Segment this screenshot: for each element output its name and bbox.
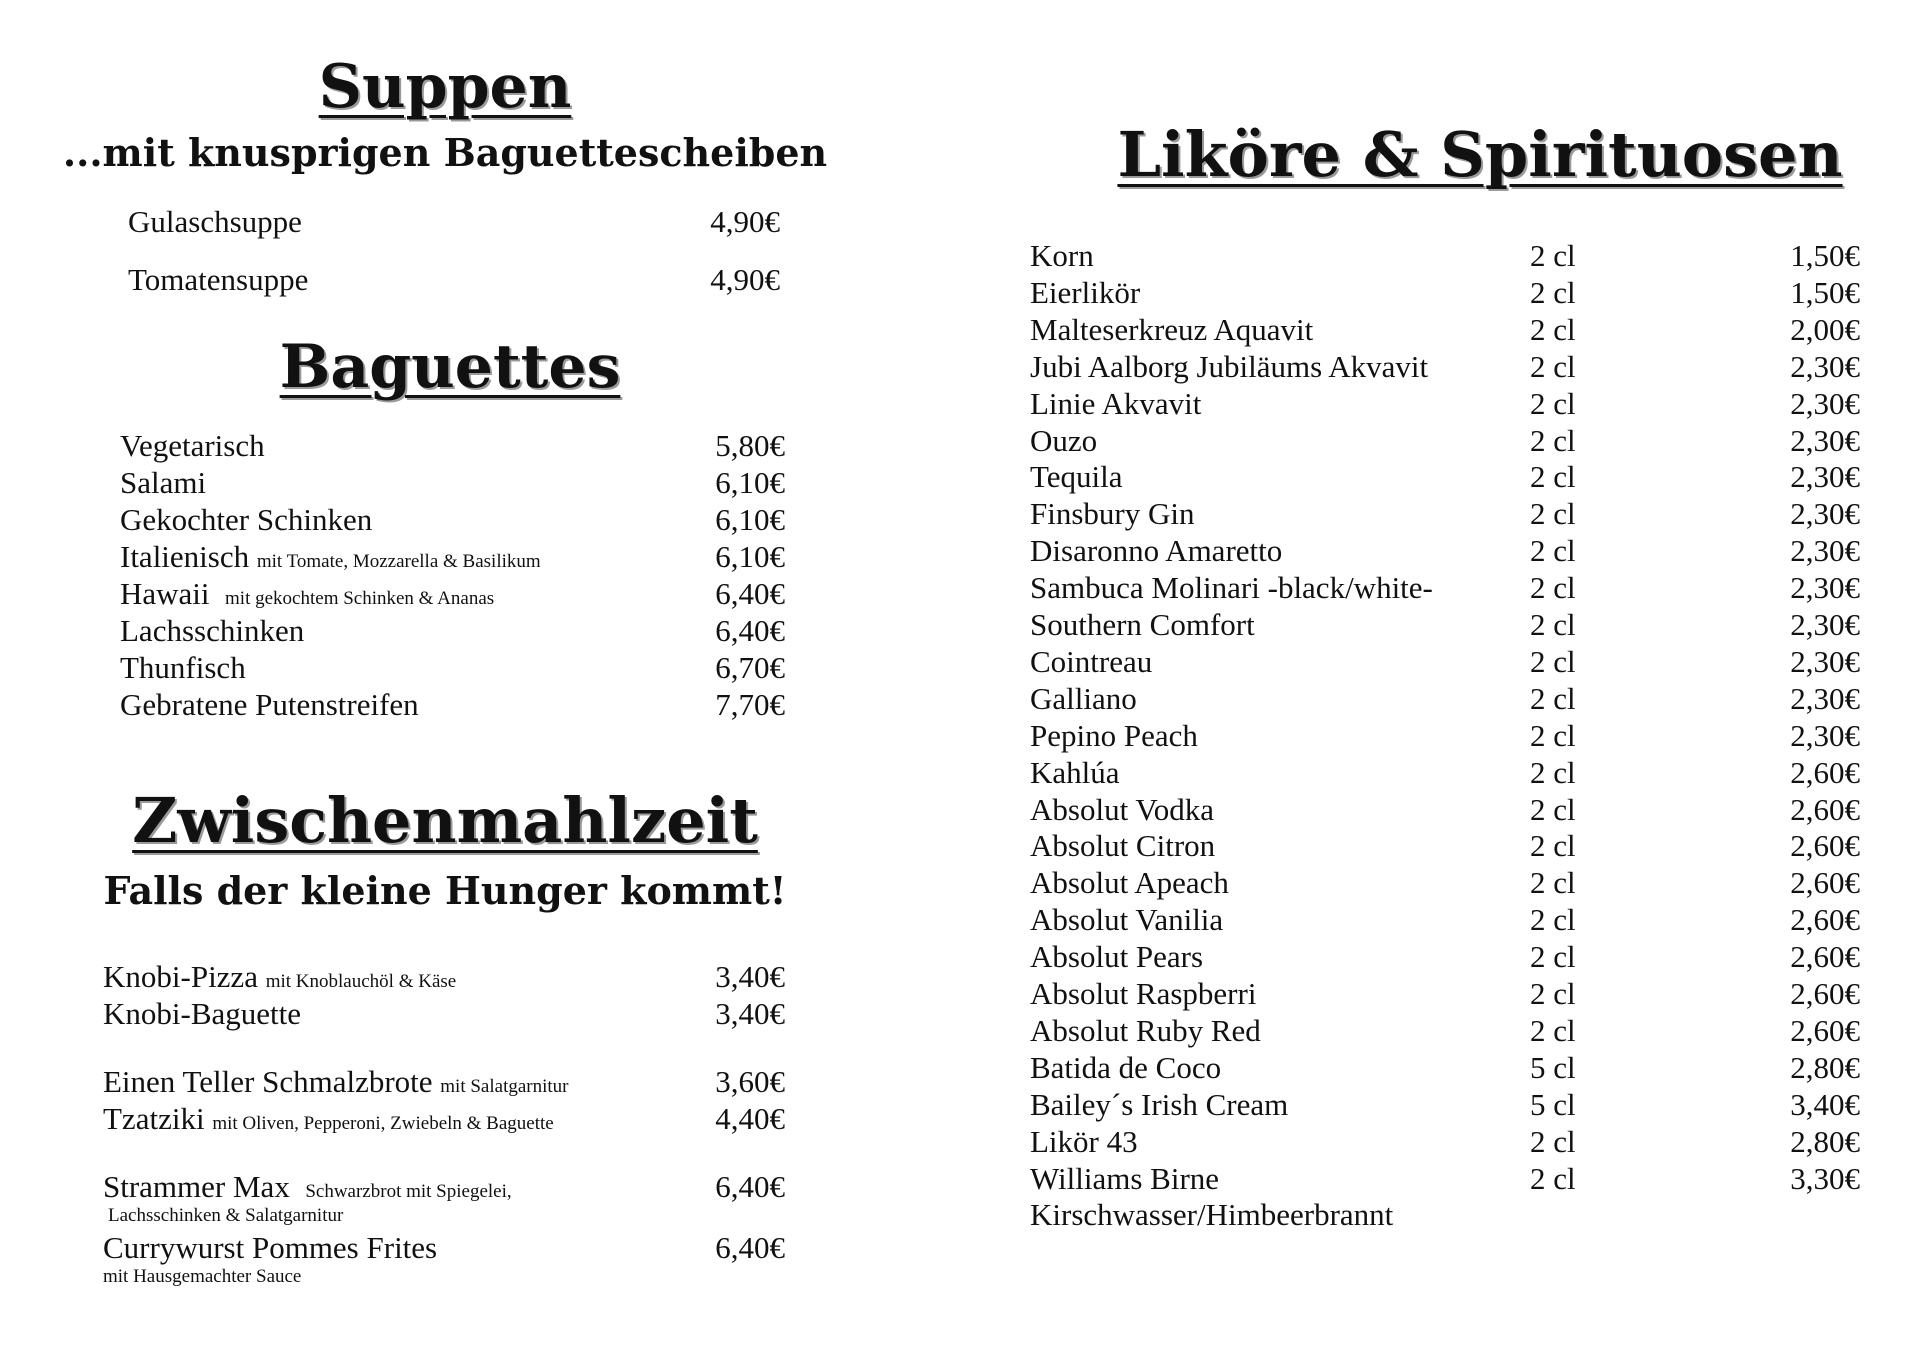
menu-item-name: Gekochter Schinken bbox=[120, 502, 373, 537]
spirit-row bbox=[1030, 975, 1860, 1012]
spirit-row bbox=[1030, 1012, 1860, 1049]
spirit-name: Absolut Ruby Red bbox=[1030, 1012, 1261, 1048]
spirit-row bbox=[1030, 901, 1860, 938]
spirit-row bbox=[1030, 274, 1860, 311]
menu-item-price: 6,40€ bbox=[715, 1230, 785, 1265]
spirit-row bbox=[1030, 348, 1860, 385]
spirit-row bbox=[1030, 569, 1860, 606]
spirit-size: 2 cl bbox=[1530, 1123, 1576, 1159]
spirit-size: 2 cl bbox=[1530, 238, 1576, 273]
spirit-price: 2,30€ bbox=[1790, 459, 1860, 495]
menu-item-name: Gebratene Putenstreifen bbox=[120, 687, 419, 722]
menu-item-name: Tzatziki mit Oliven, Pepperoni, Zwiebeln & Baguette bbox=[103, 1101, 554, 1136]
spirit-price: 2,60€ bbox=[1790, 791, 1860, 827]
suppen-heading: Suppen bbox=[318, 52, 572, 122]
spirit-name: Pepino Peach bbox=[1030, 717, 1198, 753]
menu-item-name: Knobi-Pizza mit Knoblauchöl & Käse bbox=[103, 959, 457, 994]
spirit-size: 2 cl bbox=[1530, 570, 1576, 606]
spirit-row bbox=[1030, 385, 1860, 422]
spirit-size: 2 cl bbox=[1530, 865, 1576, 901]
menu-item-price: 6,70€ bbox=[715, 650, 785, 685]
spirit-row bbox=[1030, 1086, 1860, 1123]
spirit-size: 2 cl bbox=[1530, 754, 1576, 790]
spirit-name: Malteserkreuz Aquavit bbox=[1030, 311, 1314, 347]
menu-item-price: 3,60€ bbox=[715, 1064, 785, 1099]
spirit-row bbox=[1030, 495, 1860, 532]
spirit-row bbox=[1030, 643, 1860, 680]
spirit-price: 2,80€ bbox=[1790, 1049, 1860, 1085]
menu-item-name: Vegetarisch bbox=[120, 428, 265, 463]
spirit-price: 2,60€ bbox=[1790, 1012, 1860, 1048]
spirit-name: Likör 43 bbox=[1030, 1123, 1138, 1159]
spirit-price: 2,30€ bbox=[1790, 643, 1860, 679]
spirit-size: 2 cl bbox=[1530, 680, 1576, 716]
spirit-price: 1,50€ bbox=[1790, 274, 1860, 310]
menu-item-note: mit Tomate, Mozzarella & Basilikum bbox=[256, 551, 541, 572]
spirit-name: Williams Birne bbox=[1030, 1160, 1220, 1196]
spirit-price: 2,60€ bbox=[1790, 902, 1860, 938]
menu-item-price: 6,40€ bbox=[715, 1169, 785, 1204]
spirit-name: Eierlikör bbox=[1030, 274, 1141, 310]
spirit-row bbox=[1030, 680, 1860, 717]
spirit-row bbox=[1030, 754, 1860, 791]
spirit-name: Tequila bbox=[1030, 459, 1123, 495]
spirit-name: Kirschwasser/Himbeerbrannt bbox=[1030, 1197, 1394, 1233]
spirit-name: Kahlúa bbox=[1030, 754, 1120, 790]
spirit-row bbox=[1030, 532, 1860, 569]
spirit-name: Southern Comfort bbox=[1030, 607, 1255, 642]
spirit-name: Korn bbox=[1030, 238, 1094, 273]
menu-item-price: 3,40€ bbox=[715, 959, 785, 994]
spirit-row bbox=[1030, 1160, 1860, 1197]
menu-item-note: Lachsschinken & Salatgarnitur bbox=[108, 1205, 344, 1226]
spirit-row bbox=[1030, 311, 1860, 348]
spirit-size: 2 cl bbox=[1530, 459, 1576, 495]
spirit-price: 2,00€ bbox=[1790, 311, 1860, 347]
spirit-name: Absolut Citron bbox=[1030, 828, 1216, 864]
spirit-name: Absolut Pears bbox=[1030, 939, 1204, 975]
spirit-row bbox=[1030, 717, 1860, 754]
menu-item-price: 4,90€ bbox=[710, 262, 780, 297]
spirit-price: 2,30€ bbox=[1790, 385, 1860, 421]
menu-item-name: Salami bbox=[120, 465, 207, 500]
spirit-size: 2 cl bbox=[1530, 607, 1576, 642]
spirit-name: Galliano bbox=[1030, 680, 1137, 716]
menu-item-name: Hawaii mit gekochtem Schinken & Ananas bbox=[120, 576, 495, 611]
spirit-price: 2,30€ bbox=[1790, 422, 1860, 458]
spirit-size: 5 cl bbox=[1530, 1086, 1576, 1122]
spirit-size: 2 cl bbox=[1530, 311, 1576, 347]
menu-item-price: 3,40€ bbox=[715, 996, 785, 1031]
spirit-name: Finsbury Gin bbox=[1030, 496, 1195, 532]
spirit-size: 2 cl bbox=[1530, 1160, 1576, 1196]
spirit-price: 2,30€ bbox=[1790, 570, 1860, 606]
menu-item-price: 7,70€ bbox=[715, 687, 785, 722]
spirit-size: 2 cl bbox=[1530, 902, 1576, 938]
spirit-size: 5 cl bbox=[1530, 1049, 1576, 1085]
spirit-price: 2,30€ bbox=[1790, 348, 1860, 384]
spirit-name: Jubi Aalborg Jubiläums Akvavit bbox=[1030, 348, 1429, 384]
spirit-size: 2 cl bbox=[1530, 791, 1576, 827]
spirit-name: Ouzo bbox=[1030, 422, 1098, 458]
spirit-name: Absolut Apeach bbox=[1030, 865, 1229, 901]
menu-item-name: Strammer Max Schwarzbrot mit Spiegelei, bbox=[103, 1169, 512, 1204]
spirit-name: Absolut Vanilia bbox=[1030, 902, 1224, 938]
spirit-price: 2,60€ bbox=[1790, 754, 1860, 790]
spirit-price: 2,30€ bbox=[1790, 533, 1860, 569]
baguettes-heading: Baguettes bbox=[279, 332, 621, 402]
menu-item-price: 6,40€ bbox=[715, 576, 785, 611]
menu-item-name: Einen Teller Schmalzbrote mit Salatgarnitur bbox=[103, 1064, 569, 1099]
menu-item-name: Lachsschinken bbox=[120, 613, 305, 648]
zwischen-subtitle: Falls der kleine Hunger kommt! bbox=[103, 868, 787, 913]
spirit-row bbox=[1030, 606, 1860, 643]
spirit-price: 2,60€ bbox=[1790, 976, 1860, 1011]
spirit-size: 2 cl bbox=[1530, 1012, 1576, 1048]
spirit-row bbox=[1030, 237, 1860, 274]
spirits-heading: Liköre & Spirituosen bbox=[1117, 118, 1843, 191]
menu-item-name: Knobi-Baguette bbox=[103, 996, 302, 1031]
spirit-size: 2 cl bbox=[1530, 828, 1576, 864]
spirit-name: Linie Akvavit bbox=[1030, 385, 1202, 421]
spirit-price: 2,60€ bbox=[1790, 939, 1860, 975]
spirit-size: 2 cl bbox=[1530, 533, 1576, 569]
menu-item-note: Schwarzbrot mit Spiegelei, bbox=[305, 1181, 512, 1202]
menu-item-price: 4,90€ bbox=[710, 204, 780, 239]
spirit-row bbox=[1030, 1049, 1860, 1086]
spirit-price: 2,60€ bbox=[1790, 828, 1860, 864]
menu-item-note: mit Knoblauchöl & Käse bbox=[265, 971, 457, 992]
spirit-row bbox=[1030, 938, 1860, 975]
menu-item-name: Gulaschsuppe bbox=[128, 204, 302, 239]
spirit-price: 2,80€ bbox=[1790, 1123, 1860, 1159]
suppen-subtitle: ...mit knusprigen Baguettescheiben bbox=[62, 130, 828, 175]
zwischen-heading: Zwischenmahlzeit bbox=[132, 784, 758, 857]
spirit-size: 2 cl bbox=[1530, 717, 1576, 753]
spirit-price: 2,60€ bbox=[1790, 865, 1860, 901]
spirit-row bbox=[1030, 864, 1860, 901]
spirit-name: Sambuca Molinari -black/white- bbox=[1030, 570, 1433, 606]
menu-item-note: mit Hausgemachter Sauce bbox=[103, 1266, 302, 1287]
menu-item-name: Italienisch mit Tomate, Mozzarella & Basilikum bbox=[120, 539, 541, 574]
spirit-price: 2,30€ bbox=[1790, 680, 1860, 716]
menu-item-note: mit gekochtem Schinken & Ananas bbox=[225, 588, 495, 609]
spirit-name: Absolut Vodka bbox=[1030, 791, 1215, 827]
spirit-row bbox=[1030, 422, 1860, 459]
menu-item-note: mit Oliven, Pepperoni, Zwiebeln & Baguette bbox=[212, 1113, 554, 1134]
spirit-size: 2 cl bbox=[1530, 274, 1576, 310]
spirit-name: Absolut Raspberri bbox=[1030, 976, 1257, 1011]
spirit-name: Batida de Coco bbox=[1030, 1049, 1222, 1085]
spirit-price: 1,50€ bbox=[1790, 238, 1860, 273]
menu-item-price: 6,10€ bbox=[715, 502, 785, 537]
spirit-name: Disaronno Amaretto bbox=[1030, 533, 1283, 569]
menu-item-note: mit Salatgarnitur bbox=[440, 1076, 569, 1097]
menu-item-price: 6,10€ bbox=[715, 465, 785, 500]
spirit-size: 2 cl bbox=[1530, 496, 1576, 532]
spirit-row bbox=[1030, 827, 1860, 864]
spirit-size: 2 cl bbox=[1530, 422, 1576, 458]
menu-item-name: Tomatensuppe bbox=[128, 262, 309, 297]
spirit-price: 2,30€ bbox=[1790, 607, 1860, 642]
spirit-name: Bailey´s Irish Cream bbox=[1030, 1086, 1289, 1122]
spirit-row bbox=[1030, 1123, 1860, 1160]
spirit-price: 2,30€ bbox=[1790, 496, 1860, 532]
menu-item-name: Currywurst Pommes Frites bbox=[103, 1230, 438, 1265]
spirit-row bbox=[1030, 791, 1860, 828]
spirit-size: 2 cl bbox=[1530, 643, 1576, 679]
spirit-size: 2 cl bbox=[1530, 976, 1576, 1011]
spirit-row bbox=[1030, 1196, 1860, 1233]
menu-item-price: 5,80€ bbox=[715, 428, 785, 463]
spirit-price: 3,40€ bbox=[1790, 1086, 1860, 1122]
spirit-price: 2,30€ bbox=[1790, 717, 1860, 753]
spirit-size: 2 cl bbox=[1530, 385, 1576, 421]
menu-item-price: 6,10€ bbox=[715, 539, 785, 574]
menu-item-price: 4,40€ bbox=[715, 1101, 785, 1136]
menu-item-name: Thunfisch bbox=[120, 650, 246, 685]
spirit-price: 3,30€ bbox=[1790, 1160, 1860, 1196]
spirit-name: Cointreau bbox=[1030, 643, 1153, 679]
spirit-row bbox=[1030, 458, 1860, 495]
spirit-size: 2 cl bbox=[1530, 939, 1576, 975]
menu-item-price: 6,40€ bbox=[715, 613, 785, 648]
spirit-size: 2 cl bbox=[1530, 348, 1576, 384]
